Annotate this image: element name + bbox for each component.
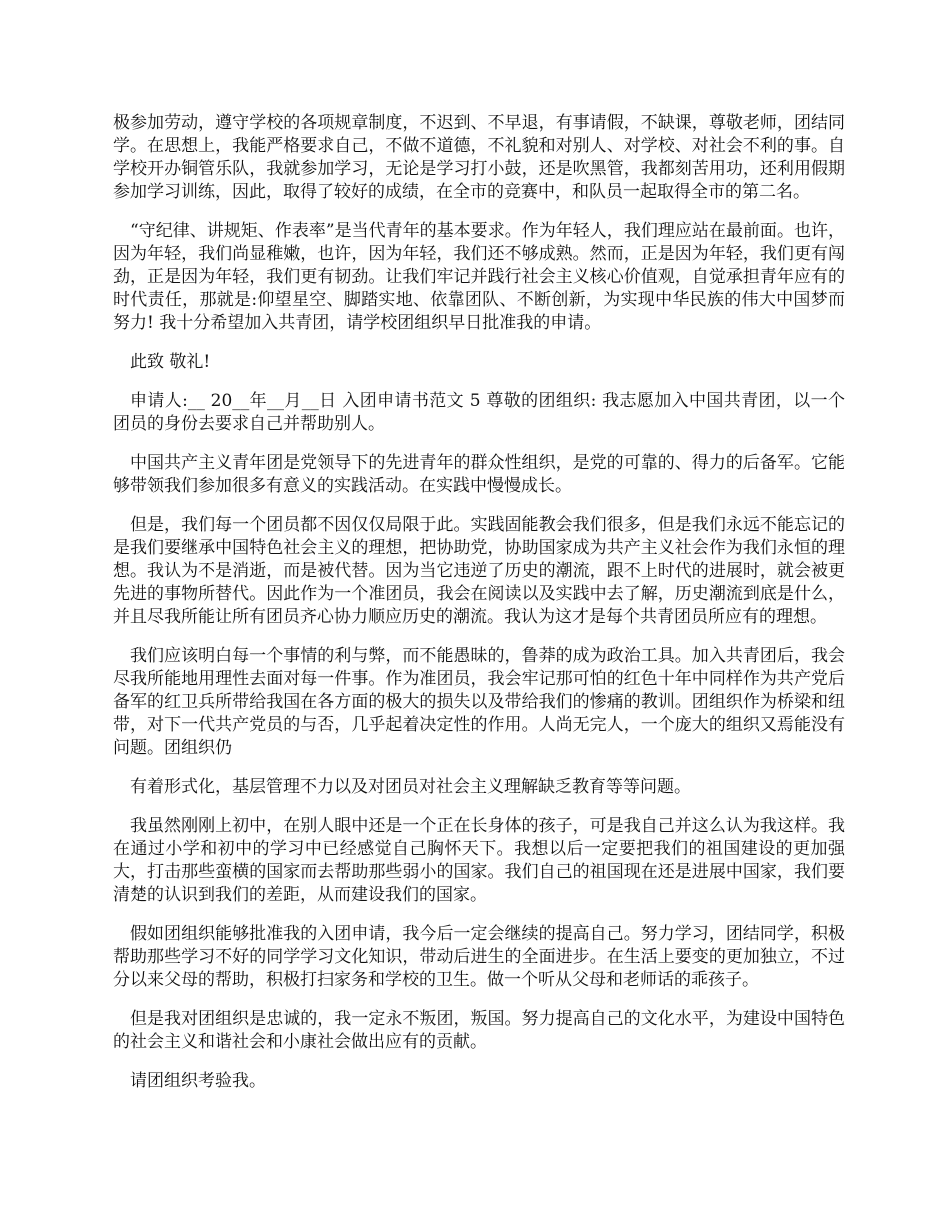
paragraph: 但是我对团组织是忠诚的，我一定永不叛团，叛国。努力提高自己的文化水平，为建设中国特色的社会主义和谐社会和小康社会做出应有的贡献。 — [113, 1009, 845, 1052]
closing-salutation: 此致 敬礼! — [130, 352, 211, 372]
paragraph: 有着形式化，基层管理不力以及对团员对社会主义理解缺乏教育等等问题。 — [130, 777, 691, 797]
document-body — [113, 112, 845, 1109]
paragraph: 我们应该明白每一个事情的利与弊，而不能愚昧的，鲁莽的成为政治工具。加入共青团后，我会尽我所能地用理性去面对每一件事。作为准团员，我会牢记那可怕的红色十年中同样作为共产党后备军的红卫兵所带给我国在各方面的极大的损失以及带给我们的惨痛的教训。团组织作为桥梁和纽带，对下一代共产党员的与否，几乎起着决定性的作用。人尚无完人，一个庞大的组织又焉能没有问题。团组织仍 — [113, 646, 845, 758]
paragraph: 中国共产主义青年团是党领导下的先进青年的群众性组织，是党的可靠的、得力的后备军。它能够带领我们参加很多有意义的实践活动。在实践中慢慢成长。 — [113, 453, 845, 496]
closing-line: 请团组织考验我。 — [130, 1071, 266, 1091]
paragraph: 假如团组织能够批准我的入团申请，我今后一定会继续的提高自己。努力学习，团结同学，积极帮助那些学习不好的同学学习文化知识，带动后进生的全面进步。在生活上要变的更加独立，不过分以来父母的帮助，积极打扫家务和学校的卫生。做一个听从父母和老师话的乖孩子。 — [113, 924, 845, 990]
paragraph: 我虽然刚刚上初中，在别人眼中还是一个正在长身体的孩子，可是我自己并这么认为我这样。我在通过小学和初中的学习中已经感觉自己胸怀天下。我想以后一定要把我们的祖国建设的更加强大，打击那些蛮横的国家而去帮助那些弱小的国家。我们自己的祖国现在还是进展中国家，我们要清楚的认识到我们的差距，从而建设我们的国家。 — [113, 816, 845, 905]
paragraph: “守纪律、讲规矩、作表率”是当代青年的基本要求。作为年轻人，我们理应站在最前面。也许，因为年轻，我们尚显稚嫩，也许，因为年轻，我们还不够成熟。然而，正是因为年轻，我们更有闯劲，正是因为年轻，我们更有韧劲。让我们牢记并践行社会主义核心价值观，自觉承担青年应有的时代责任，那就是:仰望星空、脚踏实地、依靠团队、不断创新，为实现中华民族的伟大中国梦而努力! 我十分希望加入共青团，请学校团组织早日批准我的申请。 — [113, 221, 845, 333]
paragraph: 申请人:__ 20__年__月__日 入团申请书范文 5 尊敬的团组织: 我志愿加入中国共青团，以一个团员的身份去要求自己并帮助别人。 — [113, 391, 845, 434]
paragraph: 极参加劳动，遵守学校的各项规章制度，不迟到、不早退，有事请假，不缺课，尊敬老师，团结同学。在思想上，我能严格要求自己，不做不道德，不礼貌和对别人、对学校、对社会不利的事。自学校开办铜管乐队，我就参加学习，无论是学习打小鼓，还是吹黑管，我都刻苦用功，还利用假期参加学习训练，因此，取得了较好的成绩，在全市的竞赛中，和队员一起取得全市的第二名。 — [113, 113, 845, 202]
paragraph: 但是，我们每一个团员都不因仅仅局限于此。实践固能教会我们很多，但是我们永远不能忘记的是我们要继承中国特色社会主义的理想，把协助党，协助国家成为共产主义社会作为我们永恒的理想。我认为不是消逝，而是被代替。因为当它违逆了历史的潮流，跟不上时代的进展时，就会被更先进的事物所替代。因此作为一个准团员，我会在阅读以及实践中去了解，历史潮流到底是什么，并且尽我所能让所有团员齐心协力顺应历史的潮流。我认为这才是每个共青团员所应有的理想。 — [113, 515, 845, 627]
